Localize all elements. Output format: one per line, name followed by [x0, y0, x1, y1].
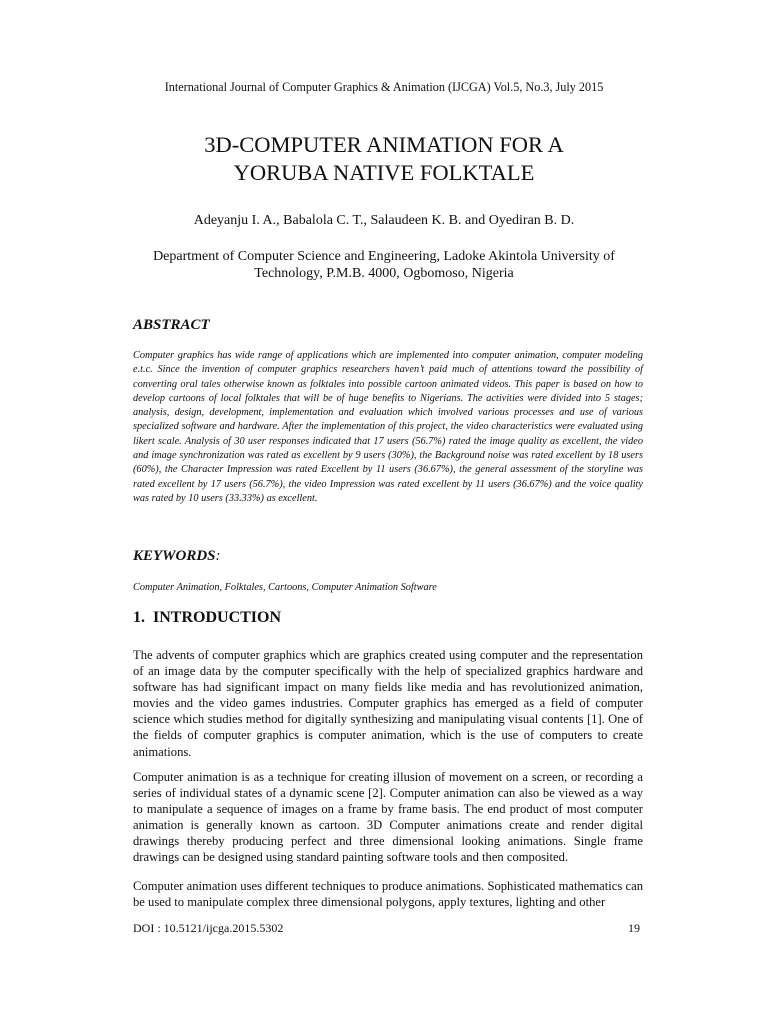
paper-title [0, 131, 768, 187]
keywords-heading-label: KEYWORDS [133, 548, 216, 564]
keywords-heading [133, 547, 221, 565]
intro-paragraph: Computer animation is as a technique for creating illusion of movement on a screen, or recording a series of individual states of a dynamic scene [2]. Computer animation can also be viewed as a way to manipulate a sequence of images on a frame by frame basis. The end product of most computer animation is generally known as cartoon. 3D Computer animations create and render digital drawings thereby producing perfect and three dimensional looking animations. Single frame drawings can be designed using standard painting software tools and then composited. [133, 770, 643, 865]
paper-title-line: 3D-COMPUTER ANIMATION FOR A [204, 132, 564, 157]
affiliation [0, 248, 768, 282]
affiliation-line: Technology, P.M.B. 4000, Ogbomoso, Nigeria [254, 266, 514, 281]
footer-doi: DOI : 10.5121/ijcga.2015.5302 [133, 921, 284, 935]
running-header: International Journal of Computer Graphics & Animation (IJCGA) Vol.5, No.3, July 2015 [164, 80, 604, 94]
author-list: Adeyanju I. A., Babalola C. T., Salaudeen K. B. and Oyediran B. D. [193, 213, 575, 228]
section-number: 1. [133, 609, 145, 626]
footer-page-number: 19 [628, 921, 640, 935]
abstract-text: Computer graphics has wide range of applications which are implemented into computer animation, computer modeling e.t.c. Since the invention of computer graphics researchers haven’t paid much of attentions toward the possibility of converting oral tales otherwise known as folktales into possible cartoon animated videos. This paper is based on how to develop cartoons of local folktales that will be of huge benefits to Nigerians. The activities were divided into 5 stages; analysis, design, development, implementation and evaluation which involved various processes and use of various specialized software and hardware. After the implementation of this project, the video characteristics were evaluated using likert scale. Analysis of 30 user responses indicated that 17 users (56.7%) rated the image quality as excellent, the video and image synchronization was rated as excellent by 9 users (30%), the Background noise was rated excellent by 18 users (60%), the Character Impression was rated Excellent by 11 users (36.67%), the general assessment of the storyline was rated excellent by 17 users (56.7%), the video Impression was rated excellent by 11 users (36.67%) and the voice quality was rated by 10 users (33.33%) as excellent. [133, 350, 643, 504]
intro-paragraph: Computer animation uses different techniques to produce animations. Sophisticated mathematics can be used to manipulate complex three dimensional polygons, apply textures, lighting and other [133, 879, 643, 910]
keywords-heading-colon: : [215, 548, 221, 564]
affiliation-line: Department of Computer Science and Engineering, Ladoke Akintola University of [153, 249, 615, 264]
abstract-heading: ABSTRACT [133, 317, 210, 333]
intro-paragraph: The advents of computer graphics which are graphics created using computer and the representation of an image data by the computer specifically with the help of specialized graphics hardware and software has had significant impact on many fields like media and has revolutionized animation, movies and the video games industries. Computer graphics has emerged as a field of computer science which studies method for digitally synthesizing and manipulating visual contents [1]. One of the fields of computer graphics is computer animation, which is the use of computers to create animations. [133, 648, 643, 759]
paper-title-line: YORUBA NATIVE FOLKTALE [233, 160, 535, 185]
introduction-heading [133, 609, 281, 627]
keywords-text: Computer Animation, Folktales, Cartoons, Computer Animation Software [133, 582, 437, 593]
section-title: INTRODUCTION [153, 609, 282, 626]
